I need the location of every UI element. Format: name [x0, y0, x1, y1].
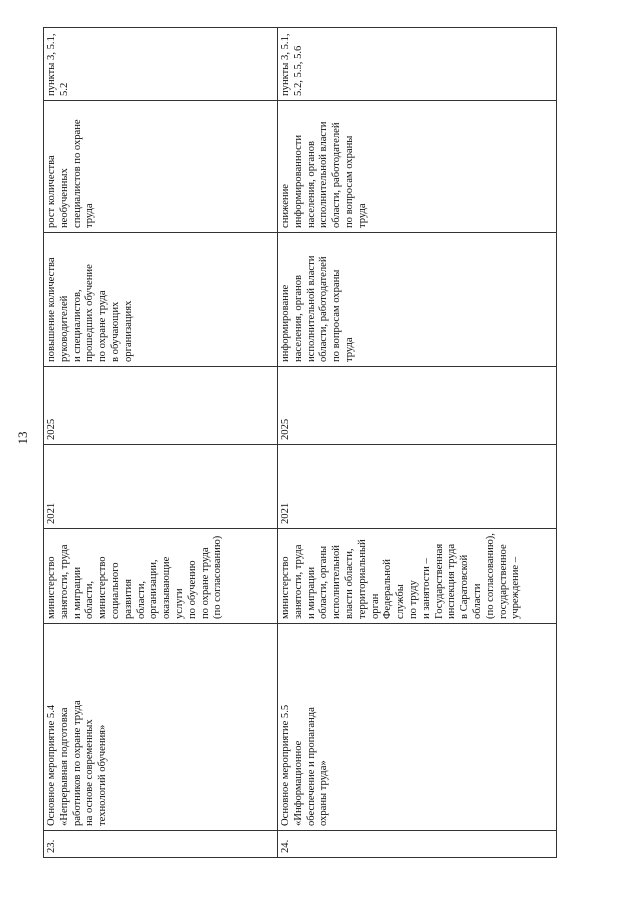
cell-text-line: на основе современных: [84, 719, 96, 826]
reference-cell: [44, 28, 278, 101]
cell-text-line: власти области,: [343, 548, 355, 619]
row-number-cell: 24.: [278, 831, 557, 858]
result-cell: [44, 101, 278, 233]
cell-text-line: технологий обучения»: [97, 724, 109, 826]
cell-text-line: информированности: [292, 134, 304, 228]
cell-text-line: Федеральной: [382, 559, 394, 619]
cell-text-line: работников по охране труда: [71, 700, 83, 826]
cell-text-line: области, органы: [318, 545, 330, 619]
start-year-cell: 2021: [44, 445, 278, 529]
cell-text-line: Основное мероприятие 5.5: [280, 704, 291, 826]
cell-text-line: в Саратовской: [459, 554, 471, 619]
cell-text-line: исполнительной власти: [305, 255, 317, 362]
row-number-cell: 23.: [44, 831, 278, 858]
cell-text-line: министерство: [46, 556, 57, 619]
cell-text-line: исполнительной: [331, 545, 343, 619]
activity-name-cell: [278, 624, 557, 831]
cell-text-line: области, работодателей: [331, 122, 343, 228]
cell-text-line: 5.2: [58, 82, 70, 96]
cell-text-line: населения, органов: [292, 274, 304, 362]
end-year-cell: 2025: [44, 367, 278, 445]
cell-text-line: труда: [343, 337, 355, 362]
cell-text-line: в обучающих: [109, 301, 121, 362]
cell-text-line: области,: [84, 580, 96, 619]
cell-text-line: Основное мероприятие 5.4: [46, 704, 57, 826]
cell-text-line: территориальный: [356, 539, 368, 619]
cell-text-line: труда: [84, 203, 96, 228]
cell-text-line: организации,: [148, 559, 160, 619]
page-number: 13: [15, 431, 30, 445]
cell-text-line: занятости, труда: [58, 544, 70, 619]
table-row-24: [278, 28, 557, 858]
result-cell: [278, 101, 557, 233]
start-year-cell: 2021: [278, 445, 557, 529]
cell-text-line: и занятости –: [420, 558, 432, 619]
cell-text-line: орган: [369, 593, 381, 619]
cell-text-line: (по согласованию),: [484, 533, 496, 619]
cell-text-line: обеспечение и пропаганда: [305, 707, 317, 826]
cell-text-line: учреждение –: [510, 556, 522, 619]
cell-text-line: области, работодателей: [318, 256, 330, 362]
cell-text-line: оказывающие: [161, 556, 173, 619]
cell-text-line: руководителей: [58, 295, 70, 362]
cell-text-line: рост количества: [46, 155, 57, 228]
cell-text-line: и миграции: [305, 566, 317, 619]
cell-text-line: 5.2, 5.5, 5.6: [292, 45, 304, 96]
cell-text-line: (по согласованию): [212, 535, 224, 619]
cell-text-line: занятости, труда: [292, 544, 304, 619]
cell-text-line: и специалистов,: [71, 289, 83, 362]
cell-text-line: организациях: [122, 300, 134, 362]
cell-text-line: области: [471, 583, 483, 619]
cell-text-line: охраны труда»: [318, 760, 330, 826]
indicator-cell: [278, 233, 557, 367]
cell-text-line: специалистов по охране: [71, 119, 83, 228]
activities-table: [43, 27, 557, 858]
cell-text-line: труда: [356, 203, 368, 228]
reference-cell: [278, 28, 557, 101]
cell-text-line: службы: [395, 584, 407, 619]
cell-text-line: «Непрерывная подготовка: [58, 707, 70, 826]
cell-text-line: социального: [109, 562, 121, 619]
cell-text-line: государственное: [497, 544, 509, 619]
indicator-cell: [44, 233, 278, 367]
cell-text-line: информирование: [280, 284, 291, 362]
cell-text-line: развития: [122, 578, 134, 619]
cell-text-line: повышение количества: [46, 257, 57, 362]
cell-text-line: услуги: [173, 588, 185, 619]
cell-text-line: снижение: [280, 184, 291, 228]
cell-text-line: по охране труда: [97, 290, 109, 362]
cell-text-line: Государственная: [433, 543, 445, 619]
cell-text-line: и миграции: [71, 566, 83, 619]
cell-text-line: инспекция труда: [446, 543, 458, 619]
executor-cell: [44, 529, 278, 624]
rotated-table-sheet: [43, 28, 583, 858]
cell-text-line: по труду: [407, 580, 419, 619]
executor-cell: [278, 529, 557, 624]
end-year-cell: 2025: [278, 367, 557, 445]
cell-text-line: министерство: [97, 556, 109, 619]
cell-text-line: по вопросам охраны: [343, 135, 355, 228]
cell-text-line: пункты 3, 5.1,: [280, 33, 291, 96]
cell-text-line: необученных: [58, 168, 70, 228]
cell-text-line: пункты 3, 5.1,: [46, 33, 57, 96]
cell-text-line: прошедших обучение: [84, 264, 96, 362]
cell-text-line: по обучению: [186, 560, 198, 619]
cell-text-line: исполнительной власти: [318, 121, 330, 228]
cell-text-line: по вопросам охраны: [331, 269, 343, 362]
activity-name-cell: [44, 624, 278, 831]
table-row-23: [44, 28, 278, 858]
cell-text-line: по охране труда: [199, 547, 211, 619]
cell-text-line: «Информационное: [292, 740, 304, 826]
table-body: [44, 28, 557, 858]
cell-text-line: области,: [135, 580, 147, 619]
cell-text-line: населения, органов: [305, 140, 317, 228]
cell-text-line: министерство: [280, 556, 291, 619]
